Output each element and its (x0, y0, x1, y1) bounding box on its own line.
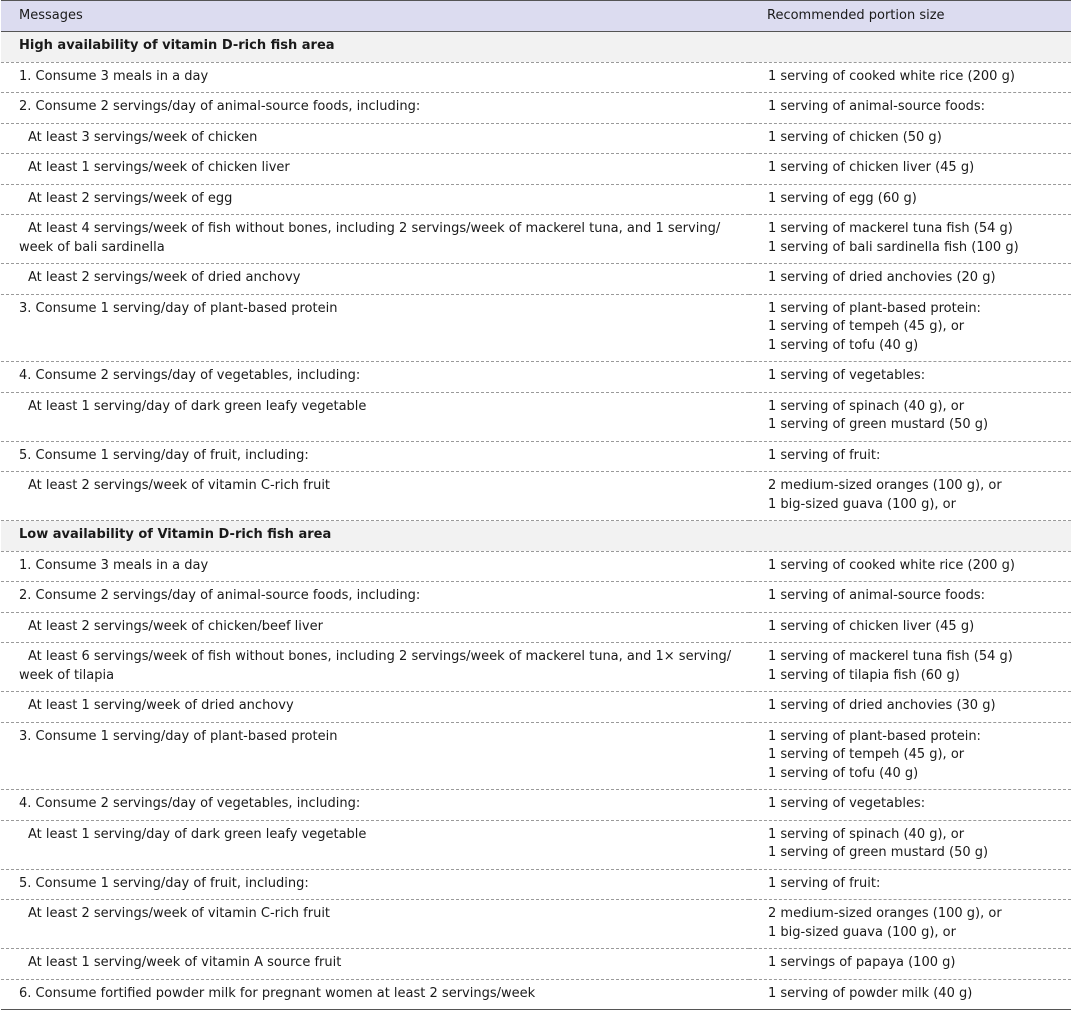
portion-line: 1 serving of dried anchovies (30 g) (768, 698, 996, 713)
portion-cell (749, 215, 1071, 264)
table-header-row (1, 1, 1071, 32)
portion-line: 1 serving of cooked white rice (200 g) (768, 557, 1015, 573)
portion-cell (749, 362, 1071, 393)
table-row (1, 869, 1071, 900)
message-cell (1, 62, 749, 93)
portion-line: 1 serving of dried anchovies (20 g) (768, 270, 996, 285)
message-text: At least 2 servings/week of chicken/beef liver (28, 618, 323, 634)
message-cell (1, 869, 749, 900)
table-row (1, 294, 1071, 362)
portion-cell (749, 392, 1071, 441)
portion-line: 1 serving of tofu (40 g) (768, 337, 919, 353)
table-row (1, 184, 1071, 215)
message-cell (1, 790, 749, 821)
portion-line: 1 serving of chicken liver (45 g) (768, 618, 975, 634)
section-blank-cell (749, 32, 1071, 63)
portion-cell (749, 93, 1071, 124)
section-title: Low availability of Vitamin D-rich fish area (1, 521, 749, 552)
message-cell (1, 551, 749, 582)
message-cell (1, 612, 749, 643)
message-text: 5. Consume 1 serving/day of fruit, including: (19, 875, 309, 891)
table-row (1, 692, 1071, 723)
table-row (1, 362, 1071, 393)
message-cell (1, 154, 749, 185)
portion-cell (749, 692, 1071, 723)
message-cell (1, 184, 749, 215)
portion-cell (749, 643, 1071, 692)
message-text: At least 2 servings/week of dried anchovy (28, 270, 301, 285)
portion-line: 1 serving of fruit: (768, 447, 881, 463)
table-row (1, 441, 1071, 472)
message-text: 1. Consume 3 meals in a day (19, 68, 209, 84)
portion-line: 1 serving of tilapia fish (60 g) (768, 667, 960, 683)
table-row (1, 264, 1071, 295)
portion-cell (749, 612, 1071, 643)
portion-cell (749, 264, 1071, 295)
message-cell (1, 215, 749, 264)
message-text: 4. Consume 2 servings/day of vegetables, including: (19, 796, 361, 811)
portion-cell (749, 722, 1071, 790)
message-text: At least 2 servings/week of vitamin C-rich fruit (28, 478, 331, 493)
table-body (1, 32, 1071, 1010)
portion-cell (749, 582, 1071, 613)
message-text: At least 4 servings/week of fish without bones, including 2 servings/week of mackerel tuna, and 1 serving/ (28, 221, 721, 236)
message-cell (1, 722, 749, 790)
message-cell (1, 820, 749, 869)
portion-cell (749, 294, 1071, 362)
message-cell (1, 900, 749, 949)
portion-cell (749, 472, 1071, 521)
portion-cell (749, 154, 1071, 185)
portion-line: 1 serving of fruit: (768, 875, 881, 891)
portion-cell (749, 441, 1071, 472)
message-text: At least 2 servings/week of egg (28, 190, 233, 206)
message-cell (1, 441, 749, 472)
portion-line: 1 serving of chicken liver (45 g) (768, 160, 975, 175)
table-row (1, 551, 1071, 582)
message-text: At least 1 serving/week of vitamin A source fruit (28, 955, 342, 970)
table-row (1, 949, 1071, 980)
portion-line: 1 big-sized guava (100 g), or (768, 924, 956, 940)
message-cell (1, 472, 749, 521)
portion-cell (749, 62, 1071, 93)
section-header-row (1, 521, 1071, 552)
portion-line: 1 serving of mackerel tuna fish (54 g) (768, 649, 1013, 664)
portion-table (1, 0, 1071, 1010)
section-blank-cell (749, 521, 1071, 552)
message-text: 5. Consume 1 serving/day of fruit, including: (19, 447, 309, 463)
table-row (1, 979, 1071, 1010)
message-cell (1, 362, 749, 393)
message-cell (1, 979, 749, 1010)
portion-line: 1 big-sized guava (100 g), or (768, 496, 956, 512)
header-portion: Recommended portion size (749, 1, 1071, 32)
portion-line: 1 serving of plant-based protein: (768, 300, 981, 316)
message-cell (1, 294, 749, 362)
message-text: At least 1 servings/week of chicken liver (28, 160, 290, 175)
message-cell (1, 264, 749, 295)
message-cell (1, 392, 749, 441)
portion-line: 1 serving of animal-source foods: (768, 99, 986, 114)
message-cell (1, 643, 749, 692)
table-row (1, 93, 1071, 124)
message-text: 6. Consume fortified powder milk for pregnant women at least 2 servings/week (19, 985, 536, 1001)
portion-cell (749, 184, 1071, 215)
table-row (1, 62, 1071, 93)
table-row (1, 820, 1071, 869)
portion-line: 1 servings of papaya (100 g) (768, 955, 956, 970)
message-text: 3. Consume 1 serving/day of plant-based protein (19, 300, 338, 316)
message-text: At least 1 serving/week of dried anchovy (28, 698, 294, 713)
portion-cell (749, 820, 1071, 869)
portion-line: 1 serving of plant-based protein: (768, 728, 981, 744)
portion-line: 1 serving of spinach (40 g), or (768, 826, 965, 842)
portion-line: 1 serving of vegetables: (768, 796, 926, 811)
section-header-row (1, 32, 1071, 63)
section-title: High availability of vitamin D-rich fish area (1, 32, 749, 63)
portion-line: 1 serving of animal-source foods: (768, 588, 986, 603)
portion-line: 2 medium-sized oranges (100 g), or (768, 906, 1002, 921)
message-cell (1, 93, 749, 124)
message-text: 2. Consume 2 servings/day of animal-source foods, including: (19, 99, 421, 114)
message-text: 4. Consume 2 servings/day of vegetables, including: (19, 368, 361, 383)
table-row (1, 643, 1071, 692)
portion-line: 1 serving of cooked white rice (200 g) (768, 68, 1015, 84)
table-row (1, 612, 1071, 643)
table-row (1, 722, 1071, 790)
portion-line: 1 serving of tempeh (45 g), or (768, 319, 965, 334)
portion-cell (749, 869, 1071, 900)
portion-line: 1 serving of bali sardinella fish (100 g) (768, 239, 1019, 255)
table-row (1, 154, 1071, 185)
header-messages: Messages (1, 1, 749, 32)
table-row (1, 582, 1071, 613)
portion-cell (749, 790, 1071, 821)
message-text: At least 1 serving/day of dark green leafy vegetable (28, 826, 367, 842)
portion-line: 1 serving of egg (60 g) (768, 190, 917, 206)
table-row (1, 215, 1071, 264)
portion-cell (749, 949, 1071, 980)
portion-cell (749, 123, 1071, 154)
portion-line: 2 medium-sized oranges (100 g), or (768, 478, 1002, 493)
table-row (1, 790, 1071, 821)
message-text: At least 1 serving/day of dark green leafy vegetable (28, 398, 367, 414)
portion-line: 1 serving of spinach (40 g), or (768, 398, 965, 414)
portion-line: 1 serving of green mustard (50 g) (768, 845, 989, 860)
portion-line: 1 serving of chicken (50 g) (768, 129, 942, 145)
portion-cell (749, 979, 1071, 1010)
portion-line: 1 serving of mackerel tuna fish (54 g) (768, 221, 1013, 236)
table-row (1, 392, 1071, 441)
message-text-continued: week of bali sardinella (19, 239, 165, 255)
table-row (1, 900, 1071, 949)
table-row (1, 472, 1071, 521)
portion-line: 1 serving of tempeh (45 g), or (768, 747, 965, 762)
portion-line: 1 serving of vegetables: (768, 368, 926, 383)
message-text: At least 6 servings/week of fish without bones, including 2 servings/week of mackerel tuna, and 1× serving/ (28, 649, 732, 664)
message-text: At least 2 servings/week of vitamin C-rich fruit (28, 906, 331, 921)
portion-line: 1 serving of powder milk (40 g) (768, 985, 973, 1001)
portion-line: 1 serving of green mustard (50 g) (768, 417, 989, 432)
message-text: 3. Consume 1 serving/day of plant-based protein (19, 728, 338, 744)
message-text: At least 3 servings/week of chicken (28, 129, 258, 145)
message-cell (1, 692, 749, 723)
message-text: 2. Consume 2 servings/day of animal-source foods, including: (19, 588, 421, 603)
message-text: 1. Consume 3 meals in a day (19, 557, 209, 573)
table-row (1, 123, 1071, 154)
message-cell (1, 949, 749, 980)
portion-line: 1 serving of tofu (40 g) (768, 765, 919, 781)
message-cell (1, 582, 749, 613)
message-text-continued: week of tilapia (19, 667, 115, 683)
portion-cell (749, 900, 1071, 949)
portion-cell (749, 551, 1071, 582)
message-cell (1, 123, 749, 154)
